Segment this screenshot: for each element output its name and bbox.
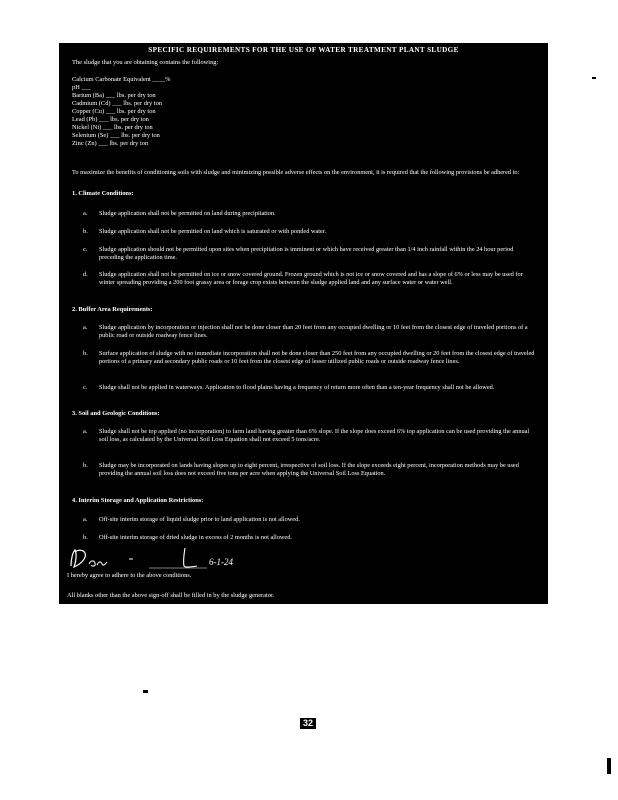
item-text: Sludge application shall not be permitted on ice or snow covered ground. Frozen ground which is not ice or snow covered and has a slope of 6% or less may be used for winter spreading providing a 200 foot grassy area or forage crop exists between the sludge applied land and any surface water or water well. bbox=[99, 271, 523, 286]
scan-speck bbox=[143, 690, 148, 693]
item-letter: c. bbox=[83, 384, 88, 391]
item-letter: b. bbox=[83, 350, 88, 357]
contents-line: Zinc (Zn) ___ lbs. per dry ton bbox=[72, 140, 149, 147]
contents-line: pH ___ bbox=[72, 84, 91, 91]
item-letter: c. bbox=[83, 246, 88, 253]
page-number: 32 bbox=[300, 718, 316, 729]
item-letter: b. bbox=[83, 228, 88, 235]
footer-note: All blanks other than the above sign-off shall be filled in by the sludge generator. bbox=[67, 592, 275, 599]
scan-edge-mark bbox=[607, 758, 611, 774]
item-letter: a. bbox=[83, 210, 88, 217]
item-text: Sludge application shall not be permitted on land during precipitation. bbox=[99, 210, 276, 217]
item-letter: a. bbox=[83, 428, 88, 435]
intro-text: The sludge that you are obtaining contains the following: bbox=[72, 59, 219, 66]
contents-line: Cadmium (Cd) ___ lbs. per dry ton bbox=[72, 100, 162, 107]
section-heading: 3. Soil and Geologic Conditions: bbox=[72, 410, 160, 417]
contents-line: Nickel (Ni) ___ lbs. per dry ton bbox=[72, 124, 153, 131]
item-text: Sludge application should not be permitted upon sites when precipitation is imminent or which have received greater than 1/4 inch rainfall within the 24 hour period preceding the application time. bbox=[99, 246, 514, 261]
item-letter: a. bbox=[83, 516, 88, 523]
item-letter: b. bbox=[83, 534, 88, 541]
item-text: Sludge shall not be top applied (no incorporation) to farm land having greater than 6% slope. If the slope does exceed 6% top application can be used providing the annual soil loss, as calculated by the Universal Soil Loss Equation shall not exceed 5 tons/acre. bbox=[99, 428, 530, 443]
benefits-paragraph: To maximize the benefits of conditioning soils with sludge and minimizing possible adverse effects on the environment, it is required that the following provisions be adhered to: bbox=[72, 169, 520, 176]
item-text: Sludge application shall not be permitted on land which is saturated or with ponded water. bbox=[99, 228, 327, 235]
section-heading: 4. Interim Storage and Application Restrictions: bbox=[72, 497, 204, 504]
item-text: Sludge shall not be applied in waterways. Application to flood plains having a frequency of return more often than a ten-year frequency shall not be allowed. bbox=[99, 384, 495, 391]
agreement-statement: I hereby agree to adhere to the above conditions. bbox=[67, 572, 192, 579]
contents-line: Calcium Carbonate Equivalent ____% bbox=[72, 76, 171, 83]
contents-line: Lead (Pb) ___ lbs. per dry ton bbox=[72, 116, 149, 123]
item-text: Sludge may be incorporated on lands having slopes up to eight percent, irrespective of soil loss. If the slope exceeds eight percent, incorporation methods may be used providing the annual soil loss does not exceed five tons per acre when applying the Universal Soil Loss Equation. bbox=[99, 462, 519, 477]
section-heading: 1. Climate Conditions: bbox=[72, 190, 134, 197]
document-title: SPECIFIC REQUIREMENTS FOR THE USE OF WATER TREATMENT PLANT SLUDGE bbox=[148, 46, 459, 54]
section-heading: 2. Buffer Area Requirements: bbox=[72, 306, 153, 313]
handwritten-signature bbox=[67, 544, 267, 572]
item-text: Surface application of sludge with no immediate incorporation shall not be done closer than 250 feet from any occupied dwelling or 20 feet from the closest edge of traveled portions of a primary and secondary public roads or 10 feet from the closest edge of lesser utilized public roads or outside roadway fence lines. bbox=[99, 350, 535, 365]
contents-line: Selenium (Se) ___ lbs. per dry ton bbox=[72, 132, 160, 139]
contents-line: Barium (Ba) ___ lbs. per dry ton bbox=[72, 92, 156, 99]
item-letter: d. bbox=[83, 271, 88, 278]
scan-speck bbox=[592, 77, 596, 79]
item-text: Off-site interim storage of dried sludge in excess of 2 months is not allowed. bbox=[99, 534, 292, 541]
sludge-requirements-document bbox=[59, 43, 548, 604]
signature-date: 6-1-24 bbox=[209, 557, 233, 567]
item-letter: b. bbox=[83, 462, 88, 469]
item-text: Off-site interim storage of liquid sludge prior to land application is not allowed. bbox=[99, 516, 300, 523]
item-text: Sludge application by incorporation or injection shall not be done closer than 20 feet from any occupied dwelling or 10 feet from the closest edge of traveled portions of a public road or outside roadway fence lines. bbox=[99, 324, 528, 339]
contents-line: Copper (Cu) ___ lbs. per dry ton bbox=[72, 108, 156, 115]
item-letter: a. bbox=[83, 324, 88, 331]
